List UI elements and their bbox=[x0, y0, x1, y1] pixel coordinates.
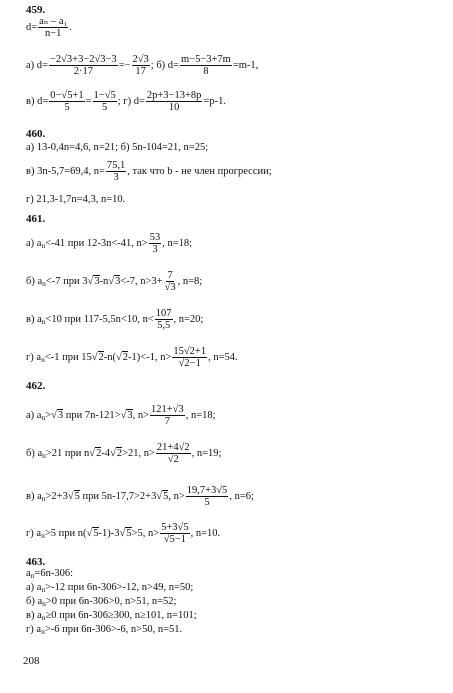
problem-459-line-vg: в) d= $\frac{0-√5+1}{5}$ = $\frac{1-√5}{5}$ ; г) d= $\frac{2p+3-13+8p}{10}$ =p-1. bbox=[26, 90, 226, 113]
problem-460-line-v: в) 3n-5,7=69,4, n= $\frac{75,1}{3}$ , так что b - не член прогрессии; bbox=[26, 160, 272, 183]
page-number: 208 bbox=[23, 655, 40, 667]
problem-461-line-b: б) $a_n<-7$ при 3√3-n√3<-7, n>3+ $\frac{7}{√3}$ , n=8; bbox=[26, 270, 203, 293]
problem-459-line-ab: а) d= $\frac{-2√3+3-2√3-3}{2\cdot 17}$ =− $\frac{2√3}{17}$ ; б) d= $\frac{m-5-3+7m}{8}$ =m-1, bbox=[26, 54, 259, 77]
fraction: $\frac{\text{aₙ – a₁}}{n-1}$ bbox=[39, 16, 68, 39]
problem-459-formula: d= $\frac{\text{aₙ – a₁}}{n-1}$ . bbox=[26, 16, 72, 39]
problem-462-line-a: а) $a_n>√3$ при 7n-121>√3, n> $\frac{121+√3}{7}$ , n=18; bbox=[26, 404, 216, 427]
problem-463-line-v: в) $a_n\ge 0$ при 6n-306≥300, n≥101, n=101; bbox=[26, 610, 197, 622]
problem-461-number: 461. bbox=[26, 213, 46, 225]
problem-463-line-0: $a_n=6n-306$: bbox=[26, 568, 74, 580]
problem-460-line-a: а) 13-0,4n=4,6, n=21; б) 5n-104=21, n=25; bbox=[26, 142, 209, 153]
problem-460-line-g: г) 21,3-1,7n=4,3, n=10. bbox=[26, 194, 126, 205]
problem-462-number: 462. bbox=[26, 380, 46, 392]
problem-462-line-b: б) $a_n>21$ при n√2-4√2>21, n> $\frac{21+4√2}{√2}$ , n=19; bbox=[26, 442, 222, 465]
problem-463-line-a: а) $a_n>-12$ при 6n-306>-12, n>49, n=50; bbox=[26, 582, 194, 594]
problem-460-number: 460. bbox=[26, 128, 46, 140]
problem-462-line-g: г) $a_n>5$ при n(√5-1)-3√5>5, n> $\frac{5+3√5}{√5-1}$ , n=10. bbox=[26, 522, 221, 545]
problem-463-line-b: б) $a_n>0$ при 6n-306>0, n>51, n=52; bbox=[26, 596, 177, 608]
problem-461-line-a: а) $a_n<-41$ при 12-3n<-41, n> $\frac{53}{3}$ , n=18; bbox=[26, 232, 193, 255]
problem-459-number: 459. bbox=[26, 4, 46, 16]
problem-461-line-v: в) $a_n<10$ при 117-5,5n<10, n< $\frac{107}{5,5}$ , n=20; bbox=[26, 308, 204, 331]
problem-463-number: 463. bbox=[26, 556, 46, 568]
formula-lhs: d= bbox=[26, 21, 38, 33]
problem-463-line-g: г) $a_n>-6$ при 6n-306>-6, n>50, n=51. bbox=[26, 624, 183, 636]
problem-461-line-g: г) $a_n<-1$ при 15√2-n(√2-1)<-1, n> $\frac{15√2+1}{√2-1}$ , n=54. bbox=[26, 346, 238, 369]
problem-462-line-v: в) $a_n>2+3√5$ при 5n-17,7>2+3√5, n> $\frac{19,7+3√5}{5}$ , n=6; bbox=[26, 485, 254, 508]
